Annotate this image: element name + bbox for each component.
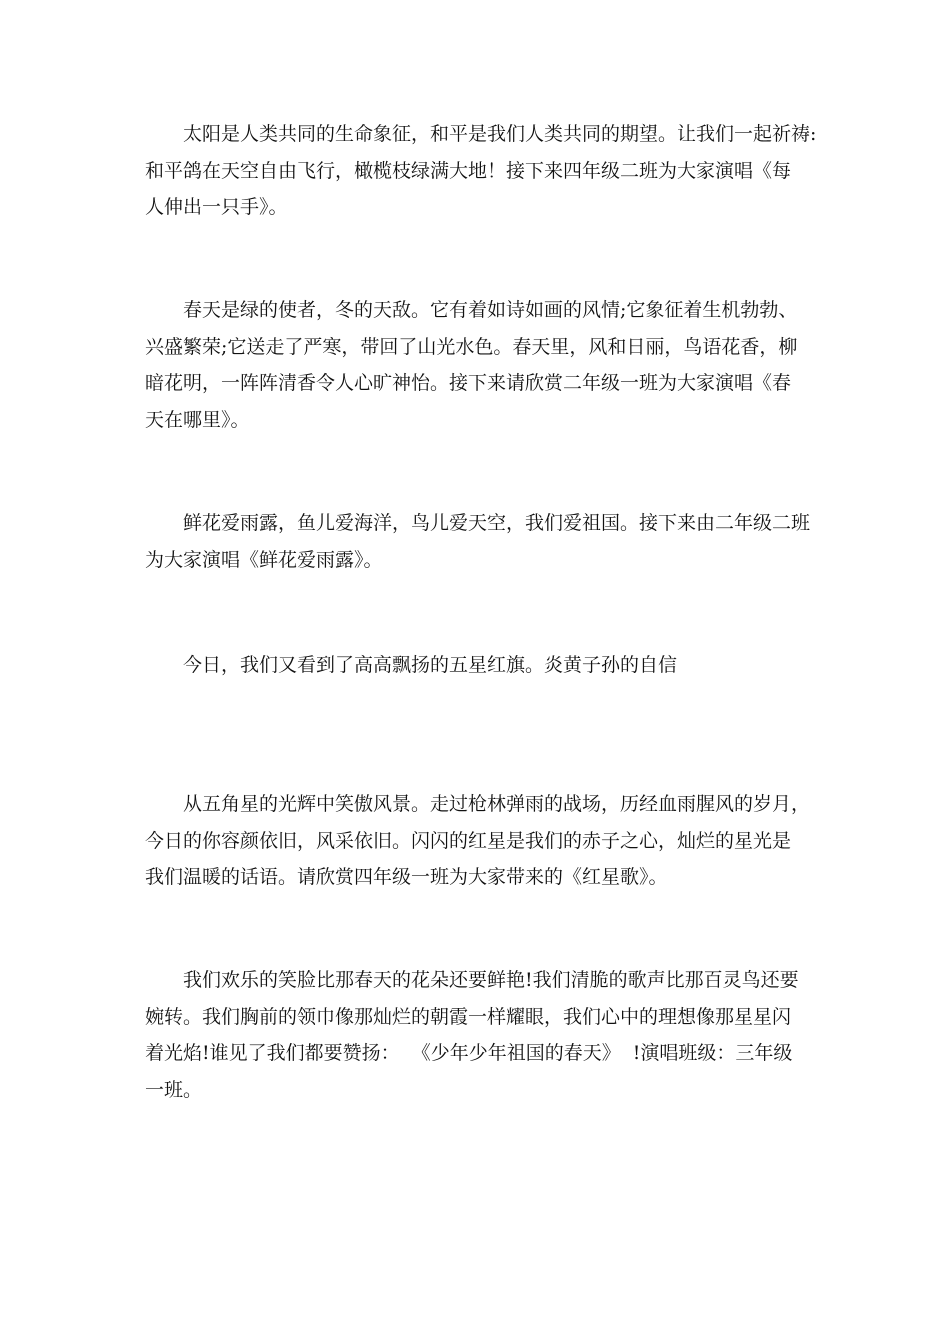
text-line: 今日的你容颜依旧，风采依旧。闪闪的红星是我们的赤子之心，灿烂的星光是 [145,829,792,852]
paragraph-red-star [145,786,810,896]
paragraph-peace [145,116,817,226]
text-line: 今日，我们又看到了高高飘扬的五星红旗。炎黄子孙的自信 [183,654,678,676]
text-line: 人伸出一只手》。 [145,196,288,218]
text-line: 太阳是人类共同的生命象征，和平是我们人类共同的期望。让我们一起祈祷: [183,123,817,145]
text-line: 我们温暖的话语。请欣赏四年级一班为大家带来的《红星歌》。 [145,866,668,888]
paragraph-flowers [145,505,810,578]
text-line: 我们欢乐的笑脸比那春天的花朵还要鲜艳!我们清脆的歌声比那百灵鸟还要 [183,969,799,991]
paragraph-spring [145,292,810,438]
paragraph-youth [145,962,810,1108]
text-line: 为大家演唱《鲜花爱雨露》。 [145,548,383,571]
text-line: 一班。 [145,1078,203,1101]
text-line: 兴盛繁荣;它送走了严寒，带回了山光水色。春天里，风和日丽，鸟语花香，柳 [145,335,798,358]
text-line: 春天是绿的使者，冬的天敌。它有着如诗如画的风情;它象征着生机勃勃、 [183,299,798,321]
text-line: 和平鸽在天空自由飞行，橄榄枝绿满大地！接下来四年级二班为大家演唱《每 [145,159,792,182]
text-line: 婉转。我们胸前的领巾像那灿烂的朝霞一样耀眼，我们心中的理想像那星星闪 [145,1005,792,1028]
text-line: 着光焰!谁见了我们都要赞扬： 《少年少年祖国的春天》 !演唱班级：三年级 [145,1042,793,1064]
text-line: 从五角星的光辉中笑傲风景。走过枪林弹雨的战场，历经血雨腥风的岁月， [183,793,811,815]
text-line: 鲜花爱雨露，鱼儿爱海洋，鸟儿爱天空，我们爱祖国。接下来由二年级二班 [183,512,811,534]
text-line: 天在哪里》。 [145,408,250,431]
text-line: 暗花明，一阵阵清香令人心旷神怡。接下来请欣赏二年级一班为大家演唱《春 [145,372,792,394]
paragraph-flag [145,647,810,684]
